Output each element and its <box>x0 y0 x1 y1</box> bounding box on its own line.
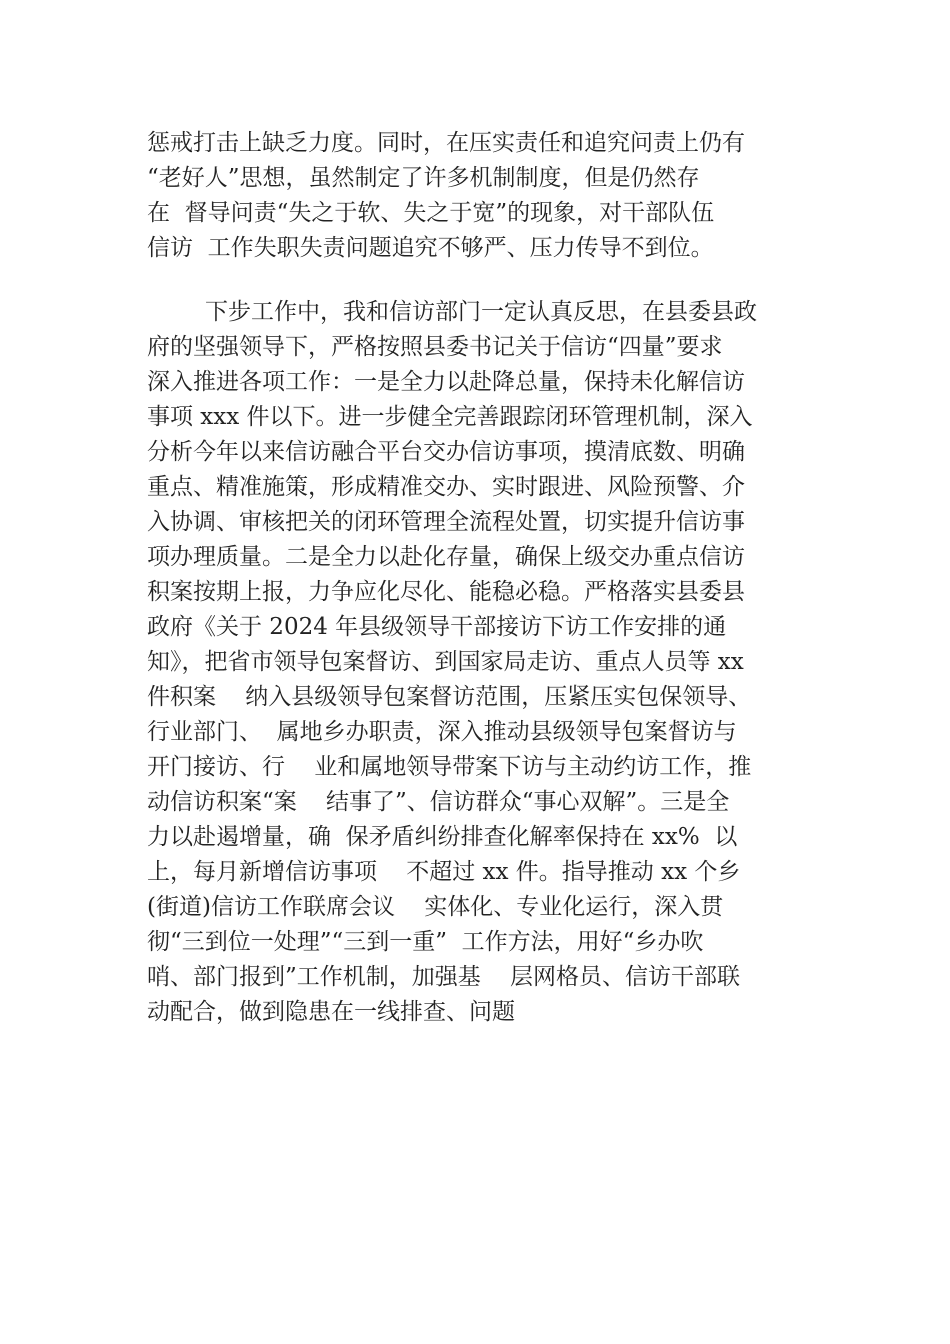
paragraph-line: “老好人”思想，虽然制定了许多机制制度，但是仍然存 <box>147 165 700 191</box>
paragraph-line: 行业部门、 属地乡办职责，深入推动县级领导包案督访与 <box>147 719 737 745</box>
paragraph-line: 政府《关于 2024 年县级领导干部接访下访工作安排的通 <box>147 614 727 640</box>
paragraph-line: 惩戒打击上缺乏力度。同时，在压实责任和追究问责上仍有 <box>147 130 745 156</box>
paragraph-line: 入协调、审核把关的闭环管理全流程处置，切实提升信访事 <box>147 509 745 535</box>
paragraph-line: 积案按期上报，力争应化尽化、能稳必稳。严格落实县委县 <box>147 579 745 605</box>
paragraph-line: 信访 工作失职失责问题追究不够严、压力传导不到位。 <box>147 235 714 261</box>
paragraph-line: 哨、部门报到”工作机制，加强基 层网格员、信访干部联 <box>147 964 741 990</box>
paragraph-line: 动信访积案“案 结事了”、信访群众“事心双解”。三是全 <box>147 789 730 815</box>
paragraph-line: (街道)信访工作联席会议 实体化、专业化运行，深入贯 <box>147 894 724 920</box>
paragraph-line: 彻“三到位一处理”“三到一重” 工作方法，用好“乡办吹 <box>147 929 704 955</box>
paragraph-line: 重点、精准施策，形成精准交办、实时跟进、风险预警、介 <box>147 474 745 500</box>
paragraph-line: 在 督导问责“失之于软、失之于宽”的现象，对干部队伍 <box>147 200 715 226</box>
paragraph-line: 力以赴遏增量，确 保矛盾纠纷排查化解率保持在 xx% 以 <box>147 824 738 850</box>
paragraph-line: 项办理质量。二是全力以赴化存量，确保上级交办重点信访 <box>147 544 745 570</box>
paragraph-line: 下步工作中，我和信访部门一定认真反思，在县委县政 <box>205 299 757 325</box>
paragraph-line: 件积案 纳入县级领导包案督访范围，压紧压实包保领导、 <box>147 684 752 710</box>
paragraph-line: 分析今年以来信访融合平台交办信访事项，摸清底数、明确 <box>147 439 745 465</box>
paragraph-1 <box>147 126 827 266</box>
paragraph-line: 上，每月新增信访事项 不超过 xx 件。指导推动 xx 个乡 <box>147 859 741 885</box>
paragraph-line: 府的坚强领导下，严格按照县委书记关于信访“四量”要求 <box>147 334 723 360</box>
paragraph-line: 开门接访、行 业和属地领导带案下访与主动约访工作，推 <box>147 754 752 780</box>
paragraph-line: 深入推进各项工作：一是全力以赴降总量，保持未化解信访 <box>147 369 745 395</box>
paragraph-line: 事项 xxx 件以下。进一步健全完善跟踪闭环管理机制，深入 <box>147 404 753 430</box>
paragraph-line: 知》，把省市领导包案督访、到国家局走访、重点人员等 xx <box>147 649 744 675</box>
paragraph-line: 动配合，做到隐患在一线排查、问题 <box>147 999 515 1025</box>
paragraph-2 <box>147 295 827 1030</box>
